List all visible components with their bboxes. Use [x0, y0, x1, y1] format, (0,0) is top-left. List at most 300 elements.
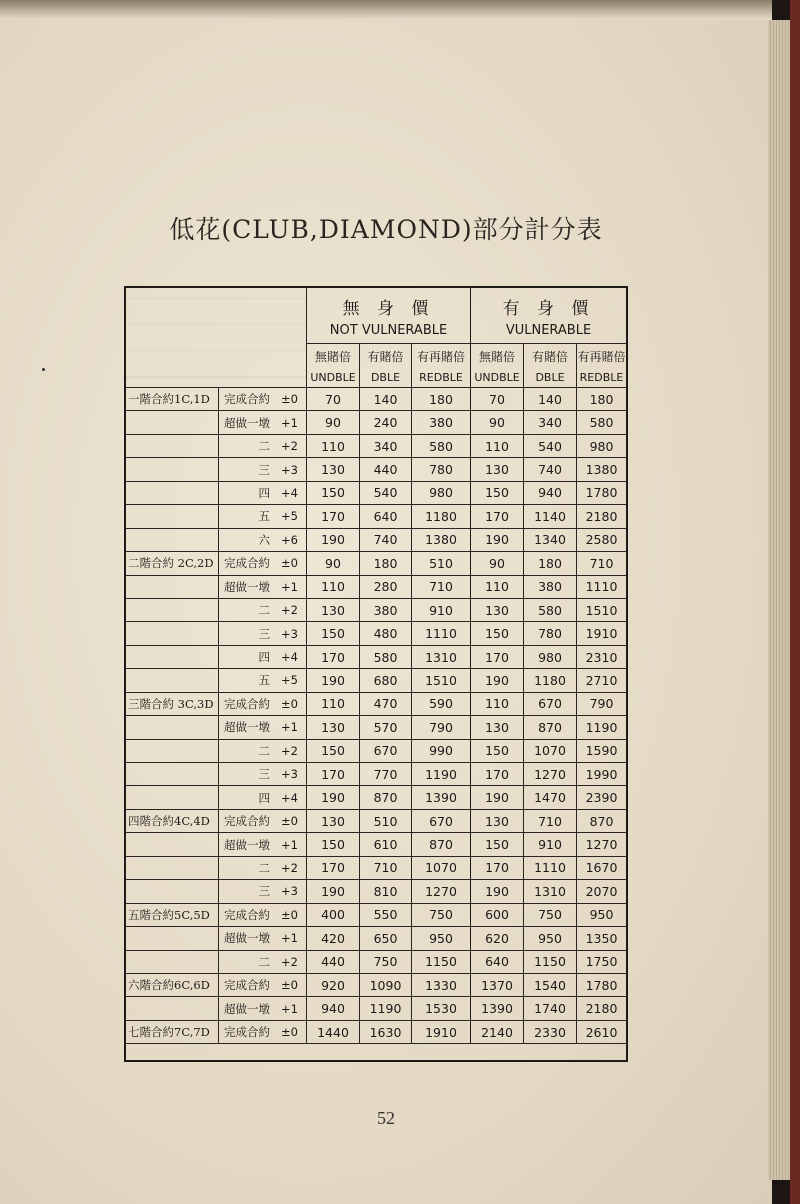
tricks-label — [219, 997, 307, 1020]
tricks-text: 三 — [258, 626, 270, 641]
score-cell: 1190 — [577, 716, 626, 739]
score-cell: 150 — [307, 622, 360, 645]
tricks-label — [219, 974, 307, 997]
score-cell: 580 — [412, 435, 471, 458]
score-cell: 1270 — [577, 833, 626, 856]
score-cell: 90 — [307, 411, 360, 434]
contract-level — [126, 411, 219, 434]
column-header — [524, 344, 577, 388]
score-cell: 980 — [577, 435, 626, 458]
vulnerable-header — [471, 288, 626, 344]
tricks-label — [219, 880, 307, 903]
score-cell: 420 — [307, 927, 360, 950]
score-cell: 440 — [307, 951, 360, 974]
contract-level — [126, 599, 219, 622]
score-cell: 150 — [307, 833, 360, 856]
column-header — [577, 344, 626, 388]
score-cell: 740 — [360, 529, 412, 552]
tricks-label — [219, 786, 307, 809]
score-cell: 110 — [307, 435, 360, 458]
page-top-shadow — [0, 0, 772, 20]
contract-level — [126, 458, 219, 481]
score-cell: 1370 — [471, 974, 524, 997]
contract-level — [126, 482, 219, 505]
tricks-text: 完成合約 — [224, 556, 270, 571]
contract-level — [126, 740, 219, 763]
score-cell: 190 — [307, 669, 360, 692]
page-title: 低花(CLUB,DIAMOND)部分計分表 — [169, 215, 603, 244]
score-cell: 940 — [307, 997, 360, 1020]
contract-level — [126, 997, 219, 1020]
score-cell: 1390 — [471, 997, 524, 1020]
tricks-text: 六 — [258, 532, 270, 547]
score-cell: 140 — [524, 388, 577, 411]
tricks-suffix: +3 — [281, 626, 298, 641]
tricks-suffix: +4 — [281, 650, 298, 665]
score-cell: 570 — [360, 716, 412, 739]
score-cell: 650 — [360, 927, 412, 950]
score-cell: 1510 — [577, 599, 626, 622]
column-header-en: REDBLE — [419, 370, 463, 384]
contract-level: 五階合約5C,5D — [126, 904, 219, 927]
score-cell: 770 — [360, 763, 412, 786]
tricks-text: 五 — [258, 673, 270, 688]
score-cell: 540 — [524, 435, 577, 458]
column-header — [360, 344, 412, 388]
tricks-label — [219, 1021, 307, 1044]
score-cell: 380 — [412, 411, 471, 434]
tricks-text: 超做一墩 — [224, 837, 270, 852]
contract-level — [126, 833, 219, 856]
score-cell: 510 — [360, 810, 412, 833]
score-cell: 180 — [412, 388, 471, 411]
vulnerable-zh: 有 身 價 — [502, 298, 595, 319]
score-cell: 2330 — [524, 1021, 577, 1044]
tricks-suffix: +3 — [281, 462, 298, 477]
score-cell: 870 — [412, 833, 471, 856]
score-cell: 710 — [360, 857, 412, 880]
score-cell: 1380 — [412, 529, 471, 552]
score-cell: 1310 — [412, 646, 471, 669]
score-cell: 470 — [360, 693, 412, 716]
tricks-label — [219, 529, 307, 552]
tricks-label — [219, 411, 307, 434]
not-vulnerable-header — [307, 288, 471, 344]
score-cell: 1330 — [412, 974, 471, 997]
score-cell: 110 — [471, 693, 524, 716]
score-cell: 790 — [577, 693, 626, 716]
contract-level — [126, 529, 219, 552]
score-cell: 400 — [307, 904, 360, 927]
score-cell: 920 — [307, 974, 360, 997]
score-cell: 2180 — [577, 505, 626, 528]
score-cell: 190 — [471, 669, 524, 692]
tricks-text: 超做一墩 — [224, 931, 270, 946]
score-cell: 70 — [471, 388, 524, 411]
score-cell: 1530 — [412, 997, 471, 1020]
score-cell: 150 — [471, 833, 524, 856]
tricks-label — [219, 810, 307, 833]
score-cell: 640 — [471, 951, 524, 974]
score-cell: 780 — [524, 622, 577, 645]
contract-level — [126, 857, 219, 880]
score-cell: 1090 — [360, 974, 412, 997]
score-cell: 1750 — [577, 951, 626, 974]
tricks-text: 三 — [258, 462, 270, 477]
score-cell: 1110 — [524, 857, 577, 880]
score-cell: 130 — [471, 599, 524, 622]
contract-level — [126, 763, 219, 786]
score-cell: 2710 — [577, 669, 626, 692]
score-cell: 790 — [412, 716, 471, 739]
score-cell: 1390 — [412, 786, 471, 809]
contract-level — [126, 576, 219, 599]
tricks-label — [219, 388, 307, 411]
column-header-en: UNDBLE — [310, 370, 356, 384]
contract-level — [126, 786, 219, 809]
score-cell: 150 — [307, 740, 360, 763]
score-cell: 2310 — [577, 646, 626, 669]
score-cell: 1110 — [577, 576, 626, 599]
tricks-text: 超做一墩 — [224, 415, 270, 430]
score-cell: 670 — [524, 693, 577, 716]
tricks-suffix: +2 — [281, 954, 298, 969]
score-cell: 1110 — [412, 622, 471, 645]
score-cell: 1270 — [524, 763, 577, 786]
score-cell: 750 — [360, 951, 412, 974]
score-cell: 380 — [360, 599, 412, 622]
tricks-label — [219, 482, 307, 505]
score-cell: 1540 — [524, 974, 577, 997]
score-cell: 130 — [307, 716, 360, 739]
score-cell: 170 — [471, 646, 524, 669]
contract-level — [126, 505, 219, 528]
contract-level: 一階合約1C,1D — [126, 388, 219, 411]
score-cell: 1740 — [524, 997, 577, 1020]
score-cell: 510 — [412, 552, 471, 575]
tricks-suffix: ±0 — [281, 814, 298, 829]
score-cell: 950 — [577, 904, 626, 927]
score-cell: 180 — [524, 552, 577, 575]
score-cell: 480 — [360, 622, 412, 645]
tricks-text: 完成合約 — [224, 907, 270, 922]
score-cell: 1140 — [524, 505, 577, 528]
contract-level — [126, 927, 219, 950]
tricks-suffix: +6 — [281, 532, 298, 547]
tricks-text: 五 — [258, 509, 270, 524]
column-header-en: REDBLE — [579, 370, 624, 384]
tricks-text: 超做一墩 — [224, 720, 270, 735]
tricks-suffix: +4 — [281, 790, 298, 805]
tricks-text: 二 — [258, 743, 270, 758]
score-cell: 170 — [307, 505, 360, 528]
score-cell: 550 — [360, 904, 412, 927]
tricks-text: 二 — [258, 439, 270, 454]
score-cell: 170 — [471, 857, 524, 880]
score-cell: 1180 — [524, 669, 577, 692]
score-cell: 340 — [360, 435, 412, 458]
contract-level — [126, 435, 219, 458]
score-cell: 1590 — [577, 740, 626, 763]
tricks-suffix: +2 — [281, 743, 298, 758]
tricks-label — [219, 669, 307, 692]
score-cell: 190 — [307, 529, 360, 552]
column-header-zh: 無賭倍 — [478, 349, 515, 364]
score-cell: 130 — [307, 599, 360, 622]
score-cell: 280 — [360, 576, 412, 599]
score-cell: 910 — [412, 599, 471, 622]
score-cell: 190 — [471, 880, 524, 903]
score-cell: 130 — [471, 716, 524, 739]
tricks-label — [219, 622, 307, 645]
score-cell: 670 — [412, 810, 471, 833]
score-cell: 940 — [524, 482, 577, 505]
vulnerable-en: VULNERABLE — [505, 322, 592, 338]
tricks-text: 二 — [258, 603, 270, 618]
score-cell: 680 — [360, 669, 412, 692]
tricks-label — [219, 904, 307, 927]
tricks-label — [219, 458, 307, 481]
tricks-suffix: +2 — [281, 603, 298, 618]
score-cell: 1910 — [577, 622, 626, 645]
score-cell: 1470 — [524, 786, 577, 809]
tricks-suffix: ±0 — [281, 907, 298, 922]
column-header-zh: 有賭倍 — [531, 349, 568, 364]
score-cell: 150 — [471, 622, 524, 645]
column-header-en: UNDBLE — [474, 370, 520, 384]
score-cell: 1670 — [577, 857, 626, 880]
contract-level — [126, 622, 219, 645]
score-cell: 110 — [471, 435, 524, 458]
score-cell: 780 — [412, 458, 471, 481]
score-cell: 1440 — [307, 1021, 360, 1044]
score-cell: 580 — [524, 599, 577, 622]
score-cell: 710 — [412, 576, 471, 599]
score-cell: 170 — [471, 505, 524, 528]
tricks-suffix: +1 — [281, 931, 298, 946]
contract-level — [126, 716, 219, 739]
tricks-suffix: ±0 — [281, 696, 298, 711]
tricks-suffix: +1 — [281, 837, 298, 852]
score-cell: 750 — [524, 904, 577, 927]
score-cell: 90 — [471, 552, 524, 575]
score-cell: 2180 — [577, 997, 626, 1020]
tricks-suffix: ±0 — [281, 392, 298, 407]
score-cell: 170 — [471, 763, 524, 786]
tricks-text: 完成合約 — [224, 392, 270, 407]
score-cell: 150 — [471, 482, 524, 505]
score-cell: 110 — [471, 576, 524, 599]
score-cell: 2070 — [577, 880, 626, 903]
column-header — [412, 344, 471, 388]
score-cell: 2390 — [577, 786, 626, 809]
score-cell: 130 — [307, 458, 360, 481]
score-cell: 810 — [360, 880, 412, 903]
score-cell: 440 — [360, 458, 412, 481]
score-cell: 740 — [524, 458, 577, 481]
column-header — [471, 344, 524, 388]
score-cell: 1310 — [524, 880, 577, 903]
contract-level: 三階合約 3C,3D — [126, 693, 219, 716]
score-cell: 950 — [412, 927, 471, 950]
tricks-label — [219, 576, 307, 599]
tricks-suffix: +3 — [281, 884, 298, 899]
tricks-label — [219, 740, 307, 763]
tricks-suffix: +4 — [281, 485, 298, 500]
score-cell: 1180 — [412, 505, 471, 528]
column-header-zh: 無賭倍 — [314, 349, 351, 364]
score-cell: 980 — [524, 646, 577, 669]
column-header-zh: 有賭倍 — [367, 349, 404, 364]
tricks-text: 完成合約 — [224, 1025, 270, 1040]
score-cell: 710 — [524, 810, 577, 833]
tricks-suffix: +5 — [281, 509, 298, 524]
tricks-text: 二 — [258, 860, 270, 875]
score-cell: 980 — [412, 482, 471, 505]
score-cell: 190 — [471, 529, 524, 552]
tricks-suffix: +5 — [281, 673, 298, 688]
page-number: 52 — [377, 1108, 395, 1128]
score-cell: 600 — [471, 904, 524, 927]
tricks-label — [219, 857, 307, 880]
contract-level — [126, 669, 219, 692]
tricks-label — [219, 435, 307, 458]
tricks-suffix: +2 — [281, 439, 298, 454]
contract-level: 六階合約6C,6D — [126, 974, 219, 997]
score-cell: 1190 — [412, 763, 471, 786]
score-cell: 610 — [360, 833, 412, 856]
score-cell: 110 — [307, 576, 360, 599]
score-cell: 150 — [307, 482, 360, 505]
tricks-label — [219, 951, 307, 974]
tricks-suffix: ±0 — [281, 978, 298, 993]
score-cell: 1150 — [412, 951, 471, 974]
score-cell: 1190 — [360, 997, 412, 1020]
score-cell: 170 — [307, 857, 360, 880]
score-cell: 110 — [307, 693, 360, 716]
tricks-label — [219, 552, 307, 575]
column-header — [307, 344, 360, 388]
score-cell: 70 — [307, 388, 360, 411]
score-cell: 870 — [524, 716, 577, 739]
score-cell: 130 — [307, 810, 360, 833]
ink-dot — [42, 368, 45, 371]
tricks-label — [219, 763, 307, 786]
score-cell: 1630 — [360, 1021, 412, 1044]
tricks-label — [219, 833, 307, 856]
tricks-label — [219, 505, 307, 528]
score-cell: 1780 — [577, 482, 626, 505]
tricks-suffix: +1 — [281, 579, 298, 594]
tricks-label — [219, 927, 307, 950]
score-cell: 870 — [360, 786, 412, 809]
tricks-suffix: ±0 — [281, 1025, 298, 1040]
score-cell: 540 — [360, 482, 412, 505]
contract-level — [126, 880, 219, 903]
tricks-text: 完成合約 — [224, 978, 270, 993]
tricks-text: 超做一墩 — [224, 579, 270, 594]
score-cell: 1340 — [524, 529, 577, 552]
score-cell: 870 — [577, 810, 626, 833]
tricks-text: 四 — [258, 485, 270, 500]
score-cell: 180 — [360, 552, 412, 575]
column-header-zh: 有再賭倍 — [416, 349, 465, 364]
column-header-zh: 有再賭倍 — [577, 349, 626, 364]
score-cell: 910 — [524, 833, 577, 856]
score-cell: 170 — [307, 646, 360, 669]
tricks-text: 三 — [258, 884, 270, 899]
score-cell: 2580 — [577, 529, 626, 552]
not-vulnerable-en: NOT VULNERABLE — [329, 322, 448, 338]
tricks-suffix: +3 — [281, 767, 298, 782]
score-cell: 580 — [577, 411, 626, 434]
score-cell: 190 — [307, 880, 360, 903]
score-cell: 340 — [524, 411, 577, 434]
score-cell: 620 — [471, 927, 524, 950]
score-cell: 1270 — [412, 880, 471, 903]
column-header-en: DBLE — [370, 370, 401, 384]
score-cell: 130 — [471, 810, 524, 833]
table-corner — [126, 288, 307, 388]
contract-level: 七階合約7C,7D — [126, 1021, 219, 1044]
tricks-label — [219, 646, 307, 669]
tricks-text: 二 — [258, 954, 270, 969]
tricks-text: 四 — [258, 650, 270, 665]
score-cell: 90 — [471, 411, 524, 434]
score-cell: 150 — [471, 740, 524, 763]
tricks-suffix: +1 — [281, 415, 298, 430]
tricks-label — [219, 693, 307, 716]
score-cell: 1380 — [577, 458, 626, 481]
tricks-text: 完成合約 — [224, 696, 270, 711]
score-cell: 1780 — [577, 974, 626, 997]
score-cell: 950 — [524, 927, 577, 950]
score-cell: 190 — [471, 786, 524, 809]
score-cell: 170 — [307, 763, 360, 786]
score-cell: 2140 — [471, 1021, 524, 1044]
tricks-text: 四 — [258, 790, 270, 805]
score-cell: 130 — [471, 458, 524, 481]
tricks-suffix: +1 — [281, 720, 298, 735]
score-cell: 640 — [360, 505, 412, 528]
score-cell: 240 — [360, 411, 412, 434]
score-cell: 1510 — [412, 669, 471, 692]
contract-level: 四階合約4C,4D — [126, 810, 219, 833]
score-cell: 1070 — [412, 857, 471, 880]
score-cell: 140 — [360, 388, 412, 411]
score-cell: 1150 — [524, 951, 577, 974]
column-header-en: DBLE — [535, 370, 565, 384]
tricks-suffix: +2 — [281, 860, 298, 875]
contract-level — [126, 646, 219, 669]
tricks-text: 超做一墩 — [224, 1001, 270, 1016]
score-cell: 750 — [412, 904, 471, 927]
score-cell: 590 — [412, 693, 471, 716]
score-cell: 90 — [307, 552, 360, 575]
tricks-text: 三 — [258, 767, 270, 782]
score-table — [124, 286, 628, 1062]
score-cell: 190 — [307, 786, 360, 809]
score-cell: 1070 — [524, 740, 577, 763]
tricks-text: 完成合約 — [224, 814, 270, 829]
score-cell: 670 — [360, 740, 412, 763]
book-cover — [790, 0, 800, 1204]
contract-level: 二階合約 2C,2D — [126, 552, 219, 575]
score-cell: 180 — [577, 388, 626, 411]
tricks-label — [219, 716, 307, 739]
tricks-suffix: ±0 — [281, 556, 298, 571]
not-vulnerable-zh: 無 身 價 — [342, 298, 435, 319]
